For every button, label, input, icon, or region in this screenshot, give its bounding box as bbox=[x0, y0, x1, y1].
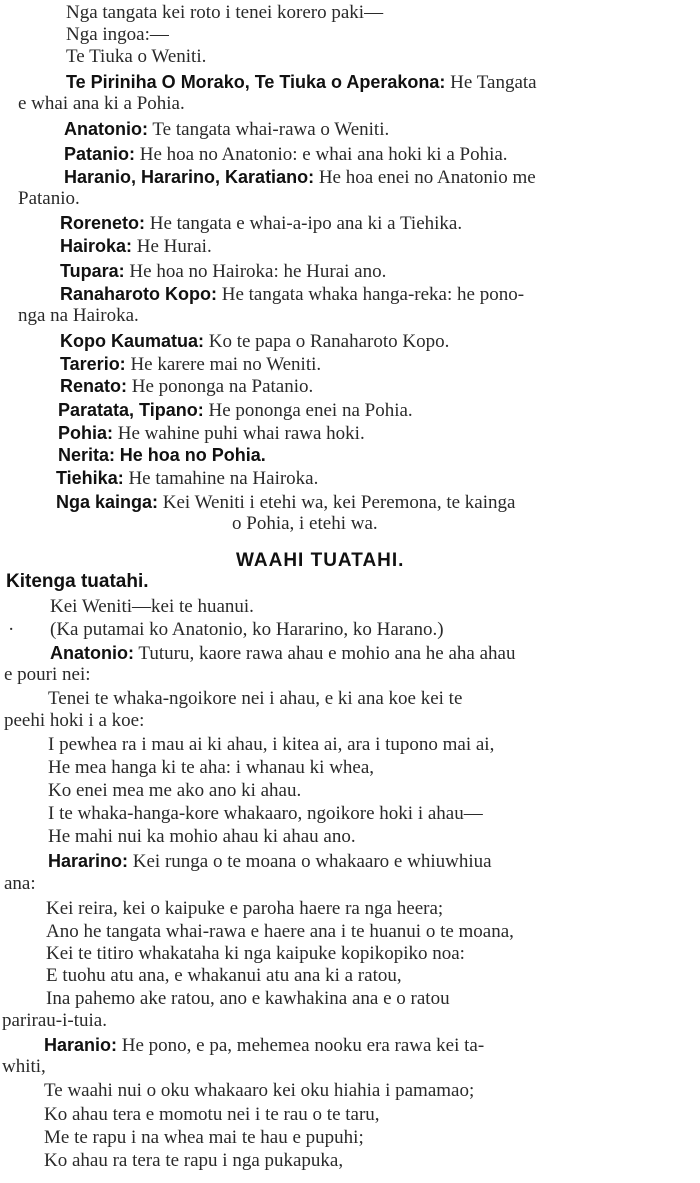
cast-entry-cont: Patanio. bbox=[18, 188, 80, 209]
character-name: Tarerio: bbox=[60, 354, 126, 374]
cast-intro: Nga tangata kei roto i tenei korero paki— bbox=[66, 2, 384, 23]
character-name: Hairoka: bbox=[60, 236, 133, 256]
character-desc: He wahine puhi whai rawa hoki. bbox=[117, 423, 365, 444]
speech-text: Tuturu, kaore rawa ahau e mohio ana he aha ahau bbox=[138, 643, 516, 664]
speech-line: Kei reira, kei o kaipuke e paroha haere ra nga heera; bbox=[46, 898, 444, 919]
character-desc: He tangata whaka hanga-reka: he pono- bbox=[221, 284, 525, 305]
speech-line: whiti, bbox=[2, 1056, 46, 1077]
character-desc: He tamahine na Hairoka. bbox=[128, 468, 319, 489]
character-name: Pohia: bbox=[58, 423, 114, 443]
character-name: Renato: bbox=[60, 376, 127, 396]
cast-entry bbox=[60, 283, 524, 306]
character-desc: He tangata e whai-a-ipo ana ki a Tiehika. bbox=[149, 213, 463, 234]
speech-line: He mea hanga ki te aha: i whanau ki whea, bbox=[48, 757, 375, 778]
character-desc: He pononga enei na Pohia. bbox=[208, 400, 413, 421]
cast-entry bbox=[66, 71, 537, 94]
character-name: Te Piriniha O Morako, Te Tiuka o Aperakona: bbox=[66, 72, 446, 92]
speech-line: parirau-i-tuia. bbox=[2, 1010, 107, 1031]
speech-line: Ko ahau ra tera te rapu i nga pukapuka, bbox=[44, 1150, 344, 1171]
stage-direction: (Ka putamai ko Anatonio, ko Hararino, ko Harano.) bbox=[50, 619, 444, 640]
character-desc: Te tangata whai-rawa o Weniti. bbox=[152, 119, 390, 140]
character-desc: Kei Weniti i etehi wa, kei Peremona, te kainga bbox=[162, 492, 516, 513]
character-name: Patanio: bbox=[64, 144, 136, 164]
character-desc: Ko te papa o Ranaharoto Kopo. bbox=[208, 331, 450, 352]
cast-entry-cont: e whai ana ki a Pohia. bbox=[18, 93, 185, 114]
cast-entry bbox=[58, 422, 365, 445]
speech-line: e pouri nei: bbox=[4, 664, 91, 685]
cast-entry bbox=[64, 118, 389, 141]
setting: Kei Weniti—kei te huanui. bbox=[50, 596, 254, 617]
character-desc: He ponongа na Patanio. bbox=[131, 376, 314, 397]
speech-line: E tuohu atu ana, e whakanui atu ana ki a ratou, bbox=[46, 965, 402, 986]
speech-first-line bbox=[48, 850, 492, 873]
character-name: Anatonio: bbox=[64, 119, 148, 139]
speaker-name: Anatonio: bbox=[50, 643, 134, 663]
character-name: Roreneto: bbox=[60, 213, 145, 233]
character-desc: He karere mai no Weniti. bbox=[130, 354, 322, 375]
character-name: Nerita: bbox=[58, 445, 116, 465]
cast-entry bbox=[60, 212, 462, 235]
cast-entry bbox=[58, 399, 413, 422]
speech-line: ana: bbox=[4, 873, 36, 894]
cast-entry bbox=[64, 143, 508, 166]
speech-line: I pewhea ra i mau ai ki ahau, i kitea ai, ara i tupono mai ai, bbox=[48, 734, 495, 755]
character-desc: He hoa no Pohia. bbox=[119, 445, 266, 465]
character-name: Haranio, Hararino, Karatiano: bbox=[64, 167, 315, 187]
speech-line: Kei te titiro whakataha ki nga kaipuke kopikopiko noa: bbox=[46, 943, 465, 964]
cast-entry bbox=[60, 260, 386, 283]
character-desc: He Hurai. bbox=[136, 236, 212, 257]
names-label: Nga ingoa:— bbox=[66, 24, 169, 45]
cast-entry bbox=[60, 375, 313, 398]
speech-line: Tenei te whaka-ngoikore nei i ahau, e ki ana koe kei te bbox=[48, 688, 463, 709]
character-name: Paratata, Tipano: bbox=[58, 400, 204, 420]
speaker-name: Hararino: bbox=[48, 851, 129, 871]
act-heading: WAAHI TUATAHI. bbox=[236, 550, 405, 571]
speech-line: Ko enei mea me ako ano ki ahau. bbox=[48, 780, 302, 801]
cast-entry bbox=[56, 467, 318, 490]
speech-first-line bbox=[44, 1034, 484, 1057]
speech-line: He mahi nui ka mohio ahau ki ahau ano. bbox=[48, 826, 356, 847]
character-name: Tiehika: bbox=[56, 468, 124, 488]
cast-entry bbox=[56, 491, 515, 514]
character-desc: He hoa enei no Anatonio me bbox=[318, 167, 536, 188]
character-desc: He hoa no Hairoka: he Hurai ano. bbox=[129, 261, 387, 282]
speech-text: He pono, e pa, mehemea nooku era rawa kei ta- bbox=[121, 1035, 485, 1056]
speech-line: I te whaka-hanga-kore whakaaro, ngoikore hoki i ahau— bbox=[48, 803, 483, 824]
character-desc: He Tangata bbox=[450, 72, 537, 93]
cast-entry-cont: o Pohia, i etehi wa. bbox=[232, 513, 378, 534]
speech-line: peehi hoki i a koe: bbox=[4, 710, 145, 731]
cast-entry bbox=[60, 353, 321, 376]
speech-text: Kei runga o te moana o whakaaro e whiuwhiua bbox=[132, 851, 492, 872]
character-name: Tupara: bbox=[60, 261, 125, 281]
speaker-name: Haranio: bbox=[44, 1035, 118, 1055]
character-name: Nga kainga: bbox=[56, 492, 159, 512]
cast-entry bbox=[60, 330, 449, 353]
speech-line: Te waahi nui o oku whakaaro kei oku hiahia i pamamao; bbox=[44, 1080, 475, 1101]
character-desc: He hoa no Anatonio: e whai ana hoki ki a Pohia. bbox=[139, 144, 508, 165]
cast-entry bbox=[64, 166, 536, 189]
scene-title: Kitenga tuatahi. bbox=[6, 571, 149, 592]
speech-line: Ano he tangata whai-rawa e haere ana i te huanui o te moana, bbox=[46, 921, 514, 942]
cast-title: Te Tiuka o Weniti. bbox=[66, 46, 207, 67]
character-name: Kopo Kaumatua: bbox=[60, 331, 204, 351]
speech-first-line bbox=[50, 642, 515, 665]
character-name: Ranaharoto Kopo: bbox=[60, 284, 217, 304]
speech-line: Ina pahemo ake ratou, ano e kawhakina ana e o ratou bbox=[46, 988, 450, 1009]
speech-line: Ko ahau tera e momotu nei i te rau o te taru, bbox=[44, 1104, 380, 1125]
stage-mark: · bbox=[8, 619, 15, 640]
cast-entry bbox=[60, 235, 212, 258]
cast-entry bbox=[58, 444, 266, 467]
speech-line: Me te rapu i na whea mai te hau e pupuhi; bbox=[44, 1127, 364, 1148]
cast-entry-cont: nga na Hairoka. bbox=[18, 305, 139, 326]
